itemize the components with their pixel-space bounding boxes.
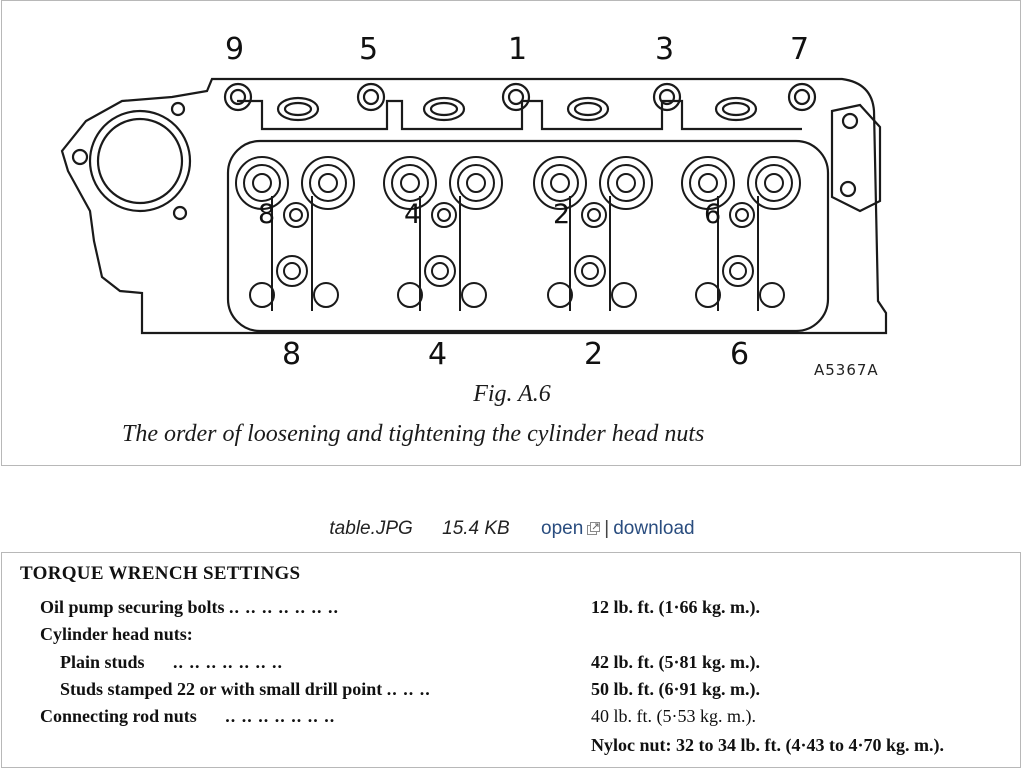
sequence-number-top: 3 [655, 32, 675, 67]
external-link-icon[interactable] [587, 522, 600, 535]
table-row [60, 679, 431, 700]
sequence-number-top: 1 [508, 32, 528, 67]
attachment-filename: table.JPG [329, 518, 413, 539]
row-value: 42 lb. ft. (5·81 kg. m.). [591, 652, 760, 672]
sequence-number-inner: 4 [404, 199, 422, 230]
table-row [60, 652, 283, 673]
row-label: Oil pump securing bolts [40, 597, 225, 617]
sequence-number-inner: 2 [553, 199, 571, 230]
row-value-note: Nyloc nut: 32 to 34 lb. ft. (4·43 to 4·70 kg. m.). [591, 735, 944, 755]
row-value: 50 lb. ft. (6·91 kg. m.). [591, 679, 760, 699]
table-row [40, 706, 335, 727]
figure-attachment [1, 0, 1021, 466]
sequence-number-bottom: 2 [584, 337, 604, 372]
attachment-info [0, 518, 1024, 540]
table-attachment [1, 552, 1021, 768]
figure-code: A5367A [814, 361, 879, 379]
attachment-size: 15.4 KB [442, 518, 510, 539]
open-link-label[interactable]: open [541, 518, 584, 539]
leader-dots: .. .. .. [386, 679, 431, 699]
sequence-number-top: 9 [225, 32, 245, 67]
row-label: Studs stamped 22 or with small drill point [60, 679, 383, 699]
download-link[interactable]: download [613, 518, 695, 539]
table-row [40, 597, 339, 618]
open-link[interactable] [541, 518, 600, 539]
row-label: Connecting rod nuts [40, 706, 197, 726]
row-label: Plain studs [60, 652, 145, 672]
figure-caption: The order of loosening and tightening the cylinder head nuts [122, 421, 705, 447]
leader-dots: .. .. .. .. .. .. .. [225, 706, 336, 726]
sequence-number-inner: 8 [258, 199, 276, 230]
row-label: Cylinder head nuts: [40, 624, 193, 644]
table-row [40, 624, 193, 645]
leader-dots: .. .. .. .. .. .. .. [173, 652, 284, 672]
table-title: TORQUE WRENCH SETTINGS [20, 563, 301, 584]
leader-dots: .. .. .. .. .. .. .. [229, 597, 340, 617]
sequence-number-bottom: 8 [282, 337, 302, 372]
link-separator: | [604, 518, 610, 539]
figure-label: Fig. A.6 [473, 381, 551, 407]
sequence-number-bottom: 6 [730, 337, 750, 372]
sequence-number-top: 5 [359, 32, 379, 67]
sequence-number-inner: 6 [704, 199, 722, 230]
row-value: 12 lb. ft. (1·66 kg. m.). [591, 597, 760, 617]
sequence-number-bottom: 4 [428, 337, 448, 372]
row-value: 40 lb. ft. (5·53 kg. m.). [591, 706, 756, 726]
sequence-number-top: 7 [790, 32, 810, 67]
